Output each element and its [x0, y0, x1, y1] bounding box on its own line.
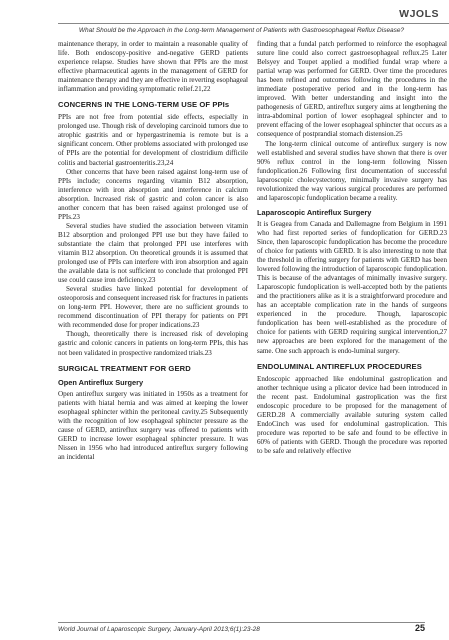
paragraph: maintenance therapy, in order to maintain a reasonable quality of life. Both endoscopy-positive and-negative GERD patients experience relapse. Studies have shown that PPIs are the most effective pharmaceutical agents in the management of GERD for maintenance therapy and they are effective in reverting esophageal inflammation and providing symptomatic relief.21,22 [58, 40, 248, 94]
header-rule [58, 23, 449, 24]
section-heading: SURGICAL TREATMENT FOR GERD [58, 363, 191, 373]
paragraph: It is Geagea from Canada and Dallemagne from Belgium in 1991 who had first reported series of fundoplication for GERD.23 Since, then laparoscopic fundoplication has become the procedure of choice for patients with GERD. It is also interesting to note that the threshold in offering surgery for patients with GERD has been lowered following the introduction of laparoscopic fundoplication. This is because of the advantages of minimally invasive surgery. Laparoscopic fundoplication is well-accepted both by the patients and the practitioners alike as it is a straightforward procedure and has an acceptable complication rate in the hands of surgeons experienced in the procedure. Though, laparoscopic fundoplication has been well-established as the procedure of choice for patients with GERD requiring surgical intervention,27 new approaches are been explored for the management of the same. One such approach is endo-luminal surgery. [257, 219, 447, 355]
paragraph: Other concerns that have been raised against long-term use of PPIs include; concerns regarding vitamin B12 absorption, interference with iron absorption and interference in calcium absorption. Increased risk of gastric and colon cancer is also another concern that has been raised against prolonged use of PPIs.23 [58, 167, 248, 221]
page-number: 25 [414, 623, 425, 633]
left-column [58, 40, 248, 622]
subsection-heading: Open Antireflux Surgery [58, 377, 144, 387]
paragraph: PPIs are not free from potential side effects, especially in prolonged use. Though risk of developing carcinoid tumors due to atrophic gastritis and or hypergastrinemia is remote but is a significant concern. Other problems associated with prolonged use of PPIs are the potential for development of clostridium difficile colitis and bacterial gastroenteritis.23,24 [58, 113, 248, 167]
subsection-heading: Laparoscopic Antireflux Surgery [257, 207, 372, 217]
footer-citation: World Journal of Laparoscopic Surgery, January-April 2013;6(1):23-28 [58, 626, 260, 633]
footer-rule [58, 622, 425, 623]
section-heading: ENDOLUMINAL ANTIREFLUX PROCEDURES [257, 361, 422, 371]
paragraph: Several studies have studied the association between vitamin B12 absorption and prolonged PPI use but they have failed to substantiate the claim that prolonged PPI use interferes with vitamin B12 absorption. On theoretical grounds it is assumed that prolonged use of PPIs can interfere with iron absorption and again the available data is not sufficient to conclude that prolonged PPI use could cause iron deficiency.23 [58, 221, 248, 285]
paragraph: Several studies have linked potential for development of osteoporosis and consequent increased risk for fractures in patients on long-term PPI. However, there are no sufficient grounds to recommend discontinuation of PPI therapy for patients on PPI with recommended dose for proper indications.23 [58, 285, 248, 330]
paragraph: Endoscopic approached like endoluminal gastroplication and another technique using a plicator device had been introduced in the recent past. Endoluminal gastroplication was the first endoscopic procedure to be proposed for the management of GERD.28 A commercially available suturing system called EndoCinch was used for endoluminal gastroplication. This procedure was reported to be safe and found to be effective in 60% of patients with GERD. Though the procedure was reported to be safe and relatively effective [257, 374, 447, 455]
paragraph: Open antireflux surgery was initiated in 1950s as a treatment for patients with hiatal hernia and was aimed at keeping the lower esophageal sphincter within the peritoneal cavity.25 Subsequently with the recognition of low esophageal sphincter pressure as the cause of GERD, antireflux surgery was offered to patients with GERD to increase lower esophageal sphincter pressure. It was Nissen in 1956 who had introduced antireflux surgery following an incidental [58, 389, 248, 461]
right-column [257, 40, 447, 622]
running-title: What Should be the Approach in the Long-term Management of Patients with Gastroesophageal Reflux Disease? [78, 27, 405, 34]
paragraph: Though, theoretically there is increased risk of developing gastric and colonic cancers in patients on long-term PPIs, this has not been validated in prospective randomized trials.23 [58, 330, 248, 357]
paragraph: finding that a fundal patch performed to reinforce the esophageal suture line could also correct gastroesophageal reflux.25 Later Belsyey and Toupet applied a modified fundal wrap where a partial wrap was performed for GERD. Over time the procedures has been refined and outcomes following the procedures in the immediate postoperative period and in the long-term has improved. With better understanding and insight into the pathogenesis of GERD, antireflux surgery aims at lengthening the intra-abdominal portion of lower esophageal sphincter and to prevent effacing of the lower esophageal sphincter that occurs as a consequence of postprandial stomach distension.25 [257, 40, 447, 139]
paragraph: The long-term clinical outcome of antireflux surgery is now well established and several studies have shown that there is over 90% reflux control in the long-term following Nissen fundoplication.26 Following first documentation of successful laparoscopic cholecystectomy, minimally invasive surgery has revolutionized the way various surgical procedures are performed and laparoscopic fundoplication became a reality. [257, 139, 447, 202]
journal-logo: WJOLS [399, 8, 439, 20]
section-heading: CONCERNS IN THE LONG-TERM USE OF PPIs [58, 100, 230, 110]
